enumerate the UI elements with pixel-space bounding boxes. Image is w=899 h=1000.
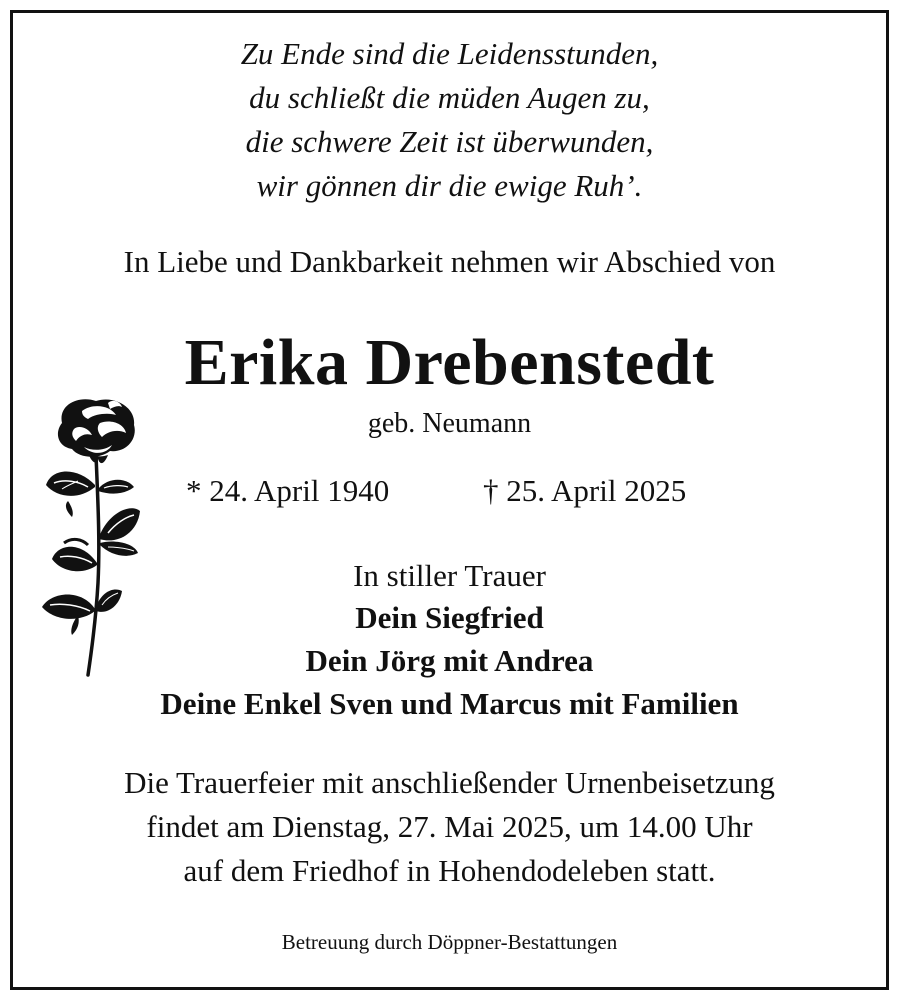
rose-icon (38, 393, 142, 678)
mourning-heading: In stiller Trauer (353, 558, 546, 593)
poem-line-4: wir gönnen dir die ewige Ruh’. (256, 168, 643, 203)
service-line-1: Die Trauerfeier mit anschließender Urnenbeisetzung (124, 765, 775, 800)
mourner-line-3: Deine Enkel Sven und Marcus mit Familien (160, 686, 739, 721)
maiden-name: geb. Neumann (367, 408, 532, 439)
service-line-3: auf dem Friedhof in Hohendodeleben statt. (183, 853, 716, 888)
service-line-2: findet am Dienstag, 27. Mai 2025, um 14.00 Uhr (146, 809, 753, 844)
poem-line-3: die schwere Zeit ist überwunden, (245, 124, 654, 159)
funeral-home-credit: Betreuung durch Döppner-Bestattungen (281, 930, 618, 954)
poem-line-1: Zu Ende sind die Leidensstunden, (240, 36, 659, 71)
death-date: † 25. April 2025 (483, 473, 687, 508)
intro-text: In Liebe und Dankbarkeit nehmen wir Abschied von (123, 244, 776, 279)
poem-line-2: du schließt die müden Augen zu, (249, 80, 650, 115)
birth-date: * 24. April 1940 (186, 473, 390, 508)
mourner-line-1: Dein Siegfried (355, 600, 544, 635)
deceased-name: Erika Drebenstedt (184, 326, 715, 399)
mourner-line-2: Dein Jörg mit Andrea (305, 643, 594, 678)
